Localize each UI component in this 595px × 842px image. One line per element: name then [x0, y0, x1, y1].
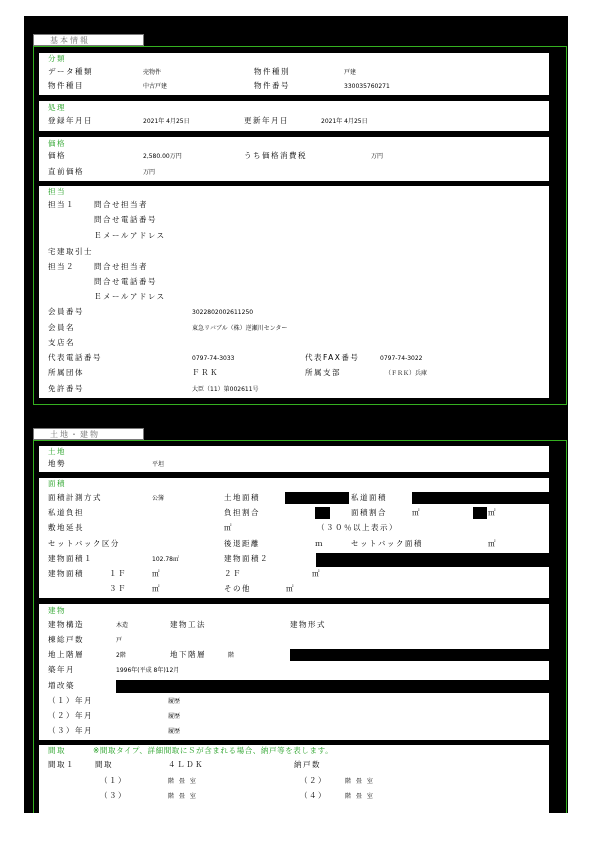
property-no-value: 330035760271	[344, 83, 390, 90]
area-section	[39, 478, 549, 598]
prev-price-unit: 万円	[143, 169, 156, 176]
org-branch-label: 所属支部	[305, 368, 341, 377]
processing-title: 処理	[48, 103, 66, 112]
property-kind-label: 物件種別	[254, 67, 290, 76]
renovation1-history-label: 履歴	[168, 698, 181, 705]
burden-ratio-redacted	[315, 507, 330, 519]
registered-label: 登録年月日	[48, 116, 93, 125]
method-value: 公簿	[152, 495, 165, 502]
other-floor-unit: ㎡	[286, 584, 294, 593]
staff2-email-label: Ｅメールアドレス	[94, 292, 166, 301]
room2-no: （２）	[300, 776, 327, 785]
member-no-value: 3022802002611250	[192, 309, 254, 316]
license-label: 免許番号	[48, 384, 84, 393]
floors-label: 地上階層	[48, 650, 84, 659]
org-value: ＦＲＫ	[192, 368, 219, 377]
frontage-unit: ㎡	[224, 523, 232, 532]
land-area-redacted	[285, 492, 349, 504]
floor3-unit: ㎡	[152, 584, 160, 593]
property-item-value: 中古戸建	[143, 83, 168, 90]
area-ratio-redacted	[473, 507, 487, 519]
staff1-phone-label: 問合せ電話番号	[94, 215, 157, 224]
setback-area-unit: ㎡	[488, 539, 496, 548]
staff1-label: 担当１	[48, 200, 75, 209]
renovation-label: 増改築	[48, 681, 75, 690]
building-section	[39, 604, 549, 740]
storage-label: 納戸数	[294, 760, 321, 769]
method-label: 面積計測方式	[48, 493, 102, 502]
updated-date: 2021年 4月25日	[321, 118, 368, 125]
build-form-label: 建物形式	[290, 620, 326, 629]
area-title: 面積	[48, 479, 66, 488]
private-road-area-label: 私道面積	[351, 493, 387, 502]
member-name-value: 東急リバブル（株）逆瀬川センター	[192, 325, 288, 332]
processing-section	[39, 101, 549, 131]
staff2-label: 担当２	[48, 262, 75, 271]
layout1-label: 間取１	[48, 760, 75, 769]
layout-section	[39, 745, 549, 813]
room2-unit: 階 畳 室	[345, 778, 375, 785]
branch-label: 支店名	[48, 338, 75, 347]
property-kind-value: 戸建	[344, 69, 357, 76]
price-value: 2,580.00万円	[143, 153, 182, 160]
land-area-label: 土地面積	[224, 493, 260, 502]
layout-type-label: 間取	[95, 760, 113, 769]
prev-price-label: 直前価格	[48, 167, 84, 176]
member-no-label: 会員番号	[48, 307, 84, 316]
basement-unit: 階	[228, 652, 235, 659]
floor1-label: １Ｆ	[109, 569, 127, 578]
category-title: 分類	[48, 54, 66, 63]
built-label: 築年月	[48, 665, 75, 674]
property-item-label: 物件種目	[48, 81, 84, 90]
private-road-area-redacted	[412, 492, 549, 504]
tel-label: 代表電話番号	[48, 353, 102, 362]
setback-dist-unit: ｍ	[315, 539, 323, 548]
price-section	[39, 137, 549, 181]
fax-value: 0797-74-3022	[380, 355, 423, 362]
staff-title: 担当	[48, 187, 66, 196]
room4-no: （４）	[300, 791, 327, 800]
data-type-label: データ種類	[48, 67, 93, 76]
renovation-redacted	[116, 680, 549, 693]
price-label: 価格	[48, 151, 66, 160]
bldg2-redacted	[316, 553, 549, 567]
staff2-phone-label: 問合せ電話番号	[94, 277, 157, 286]
staff1-contact-label: 問合せ担当者	[94, 200, 148, 209]
tax-unit: 万円	[371, 153, 384, 160]
note-30-percent: （３０％以上表示）	[317, 523, 398, 532]
room3-no: （３）	[100, 791, 127, 800]
updated-label: 更新年月日	[244, 116, 289, 125]
property-no-label: 物件番号	[254, 81, 290, 90]
registered-date: 2021年 4月25日	[143, 118, 190, 125]
renovation3-date-label: （３）年月	[48, 726, 93, 735]
structure-value: 木造	[116, 622, 129, 629]
area-ratio-label: 面積割合	[351, 508, 387, 517]
setback-area-label: セットバック面積	[351, 539, 423, 548]
tab-land-building[interactable]: 土地・建物	[33, 428, 144, 440]
org-label: 所属団体	[48, 368, 84, 377]
staff1-email-label: Ｅメールアドレス	[94, 231, 166, 240]
floor2-label: ２Ｆ	[224, 569, 242, 578]
floor2-unit: ㎡	[312, 569, 320, 578]
room4-unit: 階 畳 室	[345, 793, 375, 800]
structure-label: 建物構造	[48, 620, 84, 629]
building-title: 建物	[48, 606, 66, 615]
renovation1-date-label: （１）年月	[48, 696, 93, 705]
basement-label: 地下階層	[170, 650, 206, 659]
tel-value: 0797-74-3033	[192, 355, 235, 362]
area-ratio-unit: ㎡	[412, 508, 420, 517]
floor3-label: ３Ｆ	[109, 584, 127, 593]
other-floor-label: その他	[224, 584, 251, 593]
staff-section	[39, 186, 549, 398]
tab-basic-info[interactable]: 基本情報	[33, 34, 144, 46]
renovation2-date-label: （２）年月	[48, 711, 93, 720]
broker-label: 宅建取引士	[48, 247, 93, 256]
member-name-label: 会員名	[48, 323, 75, 332]
org-branch-value: （ＦＲＫ）兵庫	[385, 370, 428, 377]
terrain-label: 地勢	[48, 459, 66, 468]
fax-label: 代表FAX番号	[305, 353, 360, 362]
category-section	[39, 53, 549, 95]
setback-dist-label: 後退距離	[224, 539, 260, 548]
bldg2-label: 建物面積２	[224, 554, 269, 563]
units-label: 棟総戸数	[48, 635, 84, 644]
license-value: 大臣（11）第002611号	[192, 386, 259, 393]
bldg1-value: 102.78㎡	[152, 556, 179, 563]
units-unit: 戸	[116, 637, 123, 644]
terrain-value: 平坦	[152, 461, 165, 468]
basement-redacted	[290, 649, 549, 661]
floors-value: 2階	[116, 652, 126, 659]
land-section	[39, 446, 549, 472]
staff2-contact-label: 問合せ担当者	[94, 262, 148, 271]
renovation2-history-label: 履歴	[168, 713, 181, 720]
layout-title: 間取	[48, 746, 66, 755]
built-value: 1996年(平成 8年)12月	[116, 667, 180, 674]
tax-label: うち価格消費税	[244, 151, 307, 160]
room3-unit: 階 畳 室	[168, 793, 198, 800]
burden-ratio-label: 負担割合	[224, 508, 260, 517]
layout-type-value: ４ＬＤＫ	[168, 760, 204, 769]
layout-note: ※間取タイプ、詳細間取にＳが含まれる場合、納戸等を表します。	[93, 746, 334, 755]
frontage-label: 敷地延長	[48, 523, 84, 532]
renovation3-history-label: 履歴	[168, 728, 181, 735]
room1-unit: 階 畳 室	[168, 778, 198, 785]
setback-label: セットバック区分	[48, 539, 120, 548]
price-title: 価格	[48, 139, 66, 148]
room1-no: （１）	[100, 776, 127, 785]
area-ratio-unit-2: ㎡	[488, 508, 496, 517]
floor1-unit: ㎡	[152, 569, 160, 578]
build-method-label: 建物工法	[170, 620, 206, 629]
private-burden-label: 私道負担	[48, 508, 84, 517]
floor-area-label: 建物面積	[48, 569, 84, 578]
data-type-value: 売物件	[143, 69, 162, 76]
land-title: 土地	[48, 447, 66, 456]
bldg1-label: 建物面積１	[48, 554, 93, 563]
